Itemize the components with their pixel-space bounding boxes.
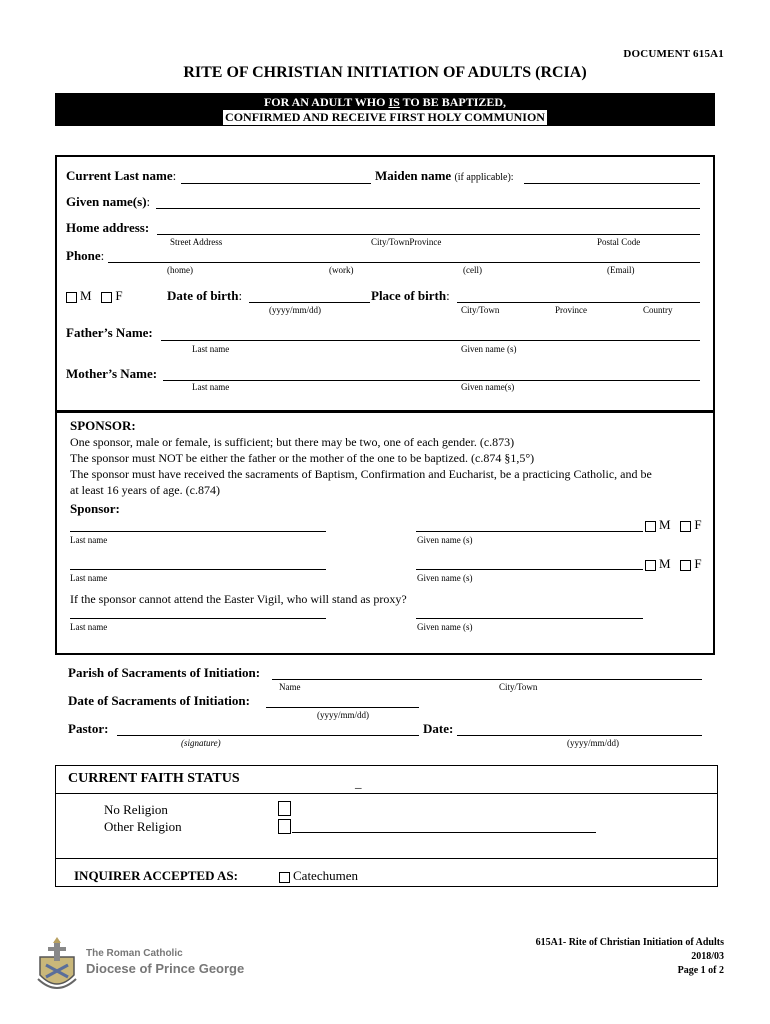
sacrament-date-field[interactable] bbox=[266, 707, 419, 708]
faith-status-heading: CURRENT FAITH STATUS bbox=[68, 771, 240, 786]
sponsor-rules bbox=[70, 434, 715, 498]
sponsor2-given-field[interactable] bbox=[416, 569, 643, 570]
mother-given-caption: Given name(s) bbox=[461, 382, 515, 392]
father-last-caption: Last name bbox=[192, 344, 230, 354]
home-address-field[interactable] bbox=[157, 234, 700, 235]
logo-line-1: The Roman Catholic bbox=[86, 948, 183, 959]
sponsor-label: Sponsor: bbox=[70, 501, 120, 516]
sponsor2-last-field[interactable] bbox=[70, 569, 326, 570]
parish-field[interactable] bbox=[272, 679, 702, 680]
catechumen-checkbox[interactable] bbox=[279, 872, 290, 883]
sponsor1-female-checkbox[interactable] bbox=[680, 521, 691, 532]
footer-date: 2018/03 bbox=[691, 951, 724, 962]
sponsor-rule-4: at least 16 years of age. (c.874) bbox=[70, 483, 220, 497]
current-last-name-field[interactable] bbox=[181, 183, 371, 184]
pob-country-caption: Country bbox=[643, 305, 673, 315]
sacrament-date-label: Date of Sacraments of Initiation: bbox=[68, 693, 250, 708]
sponsor2-male-checkbox[interactable] bbox=[645, 560, 656, 571]
sponsor1-male-label: M bbox=[659, 517, 671, 532]
sponsor1-given-caption: Given name (s) bbox=[417, 535, 473, 545]
pastor-date-label: Date: bbox=[423, 721, 454, 736]
dob-label: Date of birth: bbox=[167, 288, 243, 303]
pob-label: Place of birth: bbox=[371, 288, 450, 303]
sponsor2-sex bbox=[645, 556, 702, 572]
sponsor-rule-1: One sponsor, male or female, is sufficient; but there may be two, one of each gender. (c.873) bbox=[70, 435, 515, 449]
pob-city-caption: City/Town bbox=[461, 305, 500, 315]
street-address-caption: Street Address bbox=[170, 237, 223, 247]
catechumen-option bbox=[279, 868, 358, 884]
document-number: DOCUMENT 615A1 bbox=[623, 48, 724, 60]
faith-divider-top bbox=[55, 793, 718, 794]
sponsor1-sex bbox=[645, 517, 702, 533]
other-religion-label: Other Religion bbox=[104, 819, 182, 834]
father-given-caption: Given name (s) bbox=[461, 344, 517, 354]
pastor-date-caption: (yyyy/mm/dd) bbox=[567, 738, 619, 748]
dob-field[interactable] bbox=[249, 302, 370, 303]
sponsor2-female-checkbox[interactable] bbox=[680, 560, 691, 571]
pob-province-caption: Province bbox=[555, 305, 587, 315]
parish-city-caption: City/Town bbox=[499, 682, 538, 692]
sponsor2-male-label: M bbox=[659, 556, 671, 571]
other-religion-field[interactable] bbox=[292, 832, 596, 833]
proxy-question: If the sponsor cannot attend the Easter Vigil, who will stand as proxy? bbox=[70, 592, 407, 606]
sponsor2-last-caption: Last name bbox=[70, 573, 108, 583]
female-checkbox[interactable] bbox=[101, 292, 112, 303]
given-names-field[interactable] bbox=[156, 208, 700, 209]
father-name-label: Father’s Name: bbox=[66, 325, 153, 340]
mother-name-field[interactable] bbox=[163, 380, 700, 381]
pastor-signature-field[interactable] bbox=[117, 735, 419, 736]
maiden-name-field[interactable] bbox=[524, 183, 700, 184]
proxy-given-caption: Given name (s) bbox=[417, 622, 473, 632]
catechumen-label: Catechumen bbox=[293, 868, 358, 883]
female-label: F bbox=[115, 288, 123, 303]
proxy-last-caption: Last name bbox=[70, 622, 108, 632]
form-title: RITE OF CHRISTIAN INITIATION OF ADULTS (RCIA) bbox=[183, 64, 587, 81]
no-religion-label: No Religion bbox=[104, 802, 168, 817]
faith-divider-bottom bbox=[55, 858, 718, 859]
postal-code-caption: Postal Code bbox=[597, 237, 641, 247]
mother-name-label: Mother’s Name: bbox=[66, 366, 158, 381]
sex-checkboxes bbox=[66, 288, 123, 304]
pob-field[interactable] bbox=[457, 302, 700, 303]
parish-name-caption: Name bbox=[279, 682, 301, 692]
other-religion-checkbox[interactable] bbox=[278, 819, 291, 834]
home-address-label: Home address: bbox=[66, 220, 150, 235]
male-checkbox[interactable] bbox=[66, 292, 77, 303]
sponsor1-last-field[interactable] bbox=[70, 531, 326, 532]
sponsor-rule-2: The sponsor must NOT be either the father or the mother of the one to be baptized. (c.874 §1,5°) bbox=[70, 451, 535, 465]
maiden-name-label: Maiden name (if applicable): bbox=[375, 168, 514, 183]
no-religion-checkbox[interactable] bbox=[278, 801, 291, 816]
sacrament-date-caption: (yyyy/mm/dd) bbox=[317, 710, 369, 720]
parish-label: Parish of Sacraments of Initiation: bbox=[68, 665, 261, 680]
sponsor1-male-checkbox[interactable] bbox=[645, 521, 656, 532]
sponsor2-given-caption: Given name (s) bbox=[417, 573, 473, 583]
phone-work-caption: (work) bbox=[329, 265, 354, 275]
male-label: M bbox=[80, 288, 92, 303]
title-banner bbox=[55, 93, 715, 126]
current-last-name-label: Current Last name: bbox=[66, 168, 177, 183]
banner-line-1: FOR AN ADULT WHO IS TO BE BAPTIZED, bbox=[263, 95, 507, 109]
footer-doc-title: 615A1- Rite of Christian Initiation of Adults bbox=[535, 937, 724, 948]
signature-caption: (signature) bbox=[181, 738, 221, 748]
diocese-logo-text bbox=[86, 948, 244, 976]
phone-home-caption: (home) bbox=[167, 265, 193, 275]
given-names-label: Given name(s): bbox=[66, 194, 151, 209]
phone-cell-caption: (cell) bbox=[463, 265, 482, 275]
sponsor-rule-3: The sponsor must have received the sacraments of Baptism, Confirmation and Eucharist, be a practicing Catholic, and be bbox=[70, 467, 652, 481]
city-province-caption: City/TownProvince bbox=[371, 237, 442, 247]
pastor-date-field[interactable] bbox=[457, 735, 702, 736]
inquirer-accepted-label: INQUIRER ACCEPTED AS: bbox=[74, 868, 238, 883]
footer-page-number: Page 1 of 2 bbox=[677, 965, 724, 976]
dob-format-caption: (yyyy/mm/dd) bbox=[269, 305, 321, 315]
phone-field[interactable] bbox=[108, 262, 700, 263]
phone-email-caption: (Email) bbox=[607, 265, 635, 275]
diocese-crest-icon bbox=[32, 935, 82, 995]
banner-line-2: CONFIRMED AND RECEIVE FIRST HOLY COMMUNION bbox=[225, 110, 545, 124]
sponsor2-female-label: F bbox=[694, 556, 702, 571]
mother-last-caption: Last name bbox=[192, 382, 230, 392]
sponsor1-last-caption: Last name bbox=[70, 535, 108, 545]
page-footer bbox=[536, 936, 724, 978]
phone-label: Phone: bbox=[66, 248, 105, 263]
faith-dash: _ bbox=[355, 775, 362, 790]
sponsor1-given-field[interactable] bbox=[416, 531, 643, 532]
sponsor1-female-label: F bbox=[694, 517, 702, 532]
proxy-last-field[interactable] bbox=[70, 618, 326, 619]
logo-line-2: Diocese of Prince George bbox=[86, 961, 245, 976]
pastor-label: Pastor: bbox=[68, 721, 109, 736]
sponsor-heading: SPONSOR: bbox=[70, 418, 136, 433]
proxy-given-field[interactable] bbox=[416, 618, 643, 619]
father-name-field[interactable] bbox=[161, 340, 700, 341]
